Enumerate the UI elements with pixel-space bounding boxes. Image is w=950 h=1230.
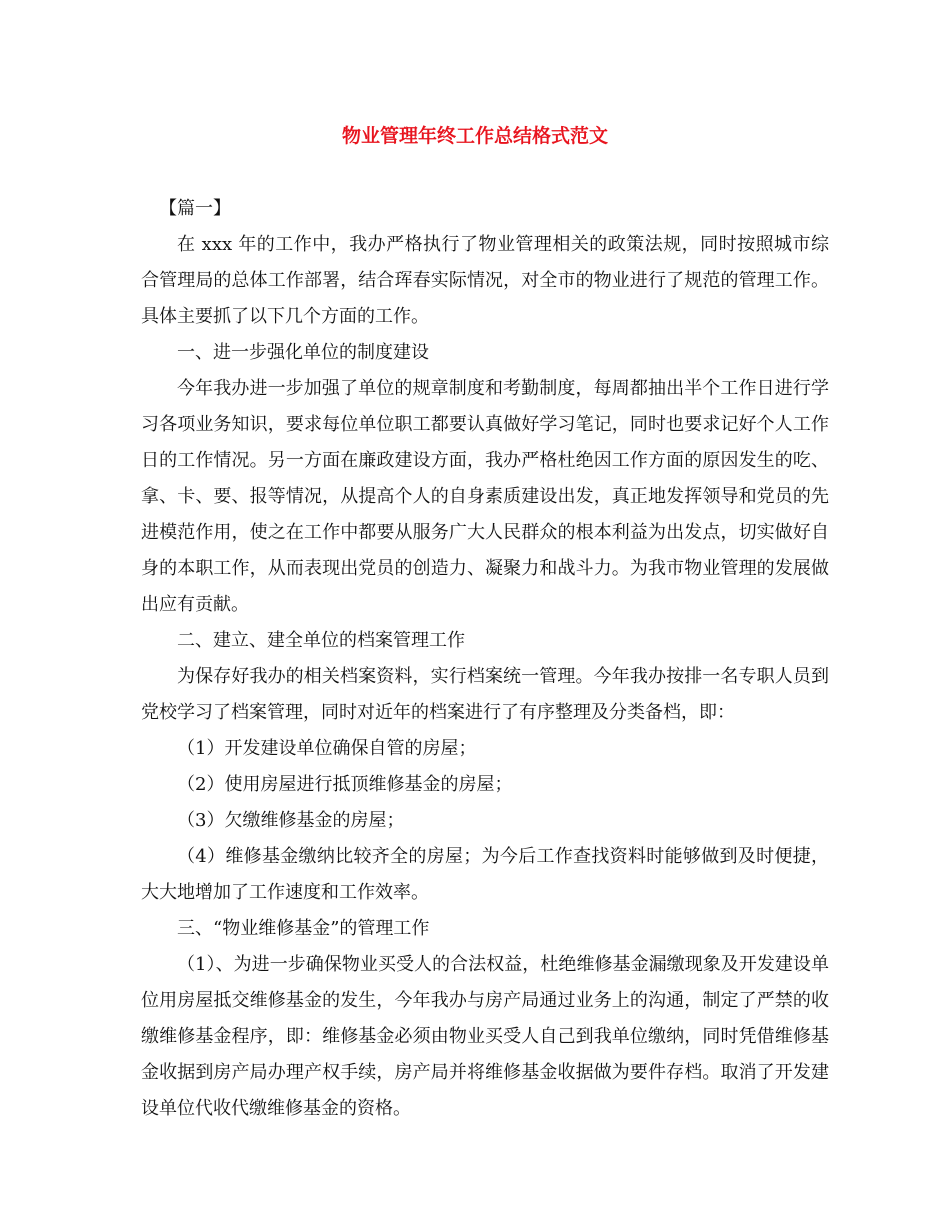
section-label: 【篇一】 <box>159 198 231 219</box>
list-item: （4）维修基金缴纳比较齐全的房屋；为今后工作查找资料时能够做到及时便捷，大大地增加了工作速度和工作效率。 <box>141 846 829 903</box>
document-title: 物业管理年终工作总结格式范文 <box>341 125 608 147</box>
list-item: （3）欠缴维修基金的房屋； <box>177 810 405 831</box>
paragraph-maintenance-fund: （1）、为进一步确保物业买受人的合法权益，杜绝维修基金漏缴现象及开发建设单位用房屋抵交维修基金的发生，今年我办与房产局通过业务上的沟通，制定了严禁的收缴维修基金程序，即：维修基金必须由物业买受人自己到我单位缴纳，同时凭借维修基金收据到房产局办理产权手续，房产局并将维修基金收据做为要件存档。取消了开发建设单位代收代缴维修基金的资格。 <box>141 954 829 1119</box>
heading-archive-management: 二、建立、建全单位的档案管理工作 <box>177 630 465 651</box>
paragraph-archive-management: 为保存好我办的相关档案资料，实行档案统一管理。今年我办按排一名专职人员到党校学习了档案管理，同时对近年的档案进行了有序整理及分类备档，即： <box>141 666 829 723</box>
paragraph-institution-building: 今年我办进一步加强了单位的规章制度和考勤制度，每周都抽出半个工作日进行学习各项业务知识，要求每位单位职工都要认真做好学习笔记，同时也要求记好个人工作日的工作情况。另一方面在廉政建设方面，我办严格杜绝因工作方面的原因发生的吃、拿、卡、要、报等情况，从提高个人的自身素质建设出发，真正地发挥领导和党员的先进模范作用，使之在工作中都要从服务广大人民群众的根本利益为出发点，切实做好自身的本职工作，从而表现出党员的创造力、凝聚力和战斗力。为我市物业管理的发展做出应有贡献。 <box>141 378 829 615</box>
heading-institution-building: 一、进一步强化单位的制度建设 <box>177 342 429 363</box>
intro-paragraph: 在 xxx 年的工作中，我办严格执行了物业管理相关的政策法规，同时按照城市综合管理局的总体工作部署，结合珲春实际情况，对全市的物业进行了规范的管理工作。具体主要抓了以下几个方面的工作。 <box>141 234 829 327</box>
document-body <box>141 191 829 1127</box>
heading-maintenance-fund: 三、“物业维修基金”的管理工作 <box>177 918 430 939</box>
list-item: （1）开发建设单位确保自管的房屋； <box>177 738 477 759</box>
list-item: （2）使用房屋进行抵顶维修基金的房屋； <box>177 774 513 795</box>
